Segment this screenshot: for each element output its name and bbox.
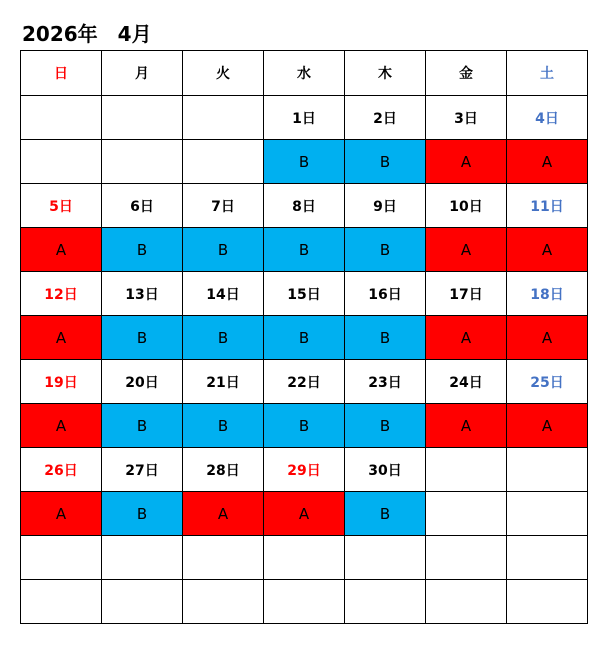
- date-cell[interactable]: [102, 96, 183, 140]
- week-4-date-row: [21, 360, 588, 404]
- shift-cell-b[interactable]: B: [345, 316, 426, 360]
- week-3-date-row: [21, 272, 588, 316]
- date-cell[interactable]: [345, 536, 426, 580]
- date-cell[interactable]: [426, 448, 507, 492]
- week-5-date-row: [21, 448, 588, 492]
- week-3-shift-row: [21, 316, 588, 360]
- shift-cell-b[interactable]: B: [102, 404, 183, 448]
- week-2-date-row: [21, 184, 588, 228]
- date-cell[interactable]: 3日: [426, 96, 507, 140]
- shift-cell-empty[interactable]: [21, 140, 102, 184]
- shift-cell-empty[interactable]: [102, 140, 183, 184]
- shift-cell-empty[interactable]: [507, 492, 588, 536]
- date-cell[interactable]: 17日: [426, 272, 507, 316]
- shift-cell-a[interactable]: A: [426, 404, 507, 448]
- date-cell[interactable]: 30日: [345, 448, 426, 492]
- shift-cell-a[interactable]: A: [21, 228, 102, 272]
- shift-cell-b[interactable]: B: [102, 316, 183, 360]
- weekday-header-fri: 金: [426, 51, 507, 96]
- week-6-shift-row: [21, 580, 588, 624]
- date-cell[interactable]: 25日: [507, 360, 588, 404]
- shift-cell-b[interactable]: B: [183, 404, 264, 448]
- date-cell[interactable]: [21, 536, 102, 580]
- week-1-shift-row: [21, 140, 588, 184]
- week-1-date-row: [21, 96, 588, 140]
- date-cell[interactable]: 6日: [102, 184, 183, 228]
- shift-cell-empty[interactable]: [426, 492, 507, 536]
- shift-cell-empty[interactable]: [507, 580, 588, 624]
- date-cell[interactable]: 12日: [21, 272, 102, 316]
- week-6-date-row: [21, 536, 588, 580]
- shift-cell-b[interactable]: B: [264, 228, 345, 272]
- shift-cell-empty[interactable]: [264, 580, 345, 624]
- shift-cell-a[interactable]: A: [426, 140, 507, 184]
- date-cell[interactable]: 4日: [507, 96, 588, 140]
- weekday-header-tue: 火: [183, 51, 264, 96]
- shift-cell-a[interactable]: A: [507, 140, 588, 184]
- date-cell[interactable]: 10日: [426, 184, 507, 228]
- weekday-header-wed: 水: [264, 51, 345, 96]
- date-cell[interactable]: 15日: [264, 272, 345, 316]
- week-5-shift-row: [21, 492, 588, 536]
- shift-cell-b[interactable]: B: [264, 404, 345, 448]
- shift-cell-empty[interactable]: [21, 580, 102, 624]
- calendar-title: 2026年 4月: [22, 22, 152, 46]
- date-cell[interactable]: 19日: [21, 360, 102, 404]
- date-cell[interactable]: 8日: [264, 184, 345, 228]
- weekday-header-sun: 日: [21, 51, 102, 96]
- shift-cell-b[interactable]: B: [345, 140, 426, 184]
- date-cell[interactable]: 14日: [183, 272, 264, 316]
- date-cell[interactable]: 29日: [264, 448, 345, 492]
- date-cell[interactable]: 27日: [102, 448, 183, 492]
- date-cell[interactable]: 1日: [264, 96, 345, 140]
- shift-cell-b[interactable]: B: [102, 228, 183, 272]
- weekday-header-thu: 木: [345, 51, 426, 96]
- weekday-header-row: [21, 51, 588, 96]
- date-cell[interactable]: 9日: [345, 184, 426, 228]
- date-cell[interactable]: 13日: [102, 272, 183, 316]
- shift-cell-a[interactable]: A: [21, 404, 102, 448]
- shift-cell-b[interactable]: B: [183, 228, 264, 272]
- date-cell[interactable]: 28日: [183, 448, 264, 492]
- shift-cell-b[interactable]: B: [345, 228, 426, 272]
- shift-cell-a[interactable]: A: [426, 316, 507, 360]
- date-cell[interactable]: 21日: [183, 360, 264, 404]
- shift-cell-a[interactable]: A: [21, 316, 102, 360]
- date-cell[interactable]: 24日: [426, 360, 507, 404]
- shift-cell-a[interactable]: A: [21, 492, 102, 536]
- shift-cell-b[interactable]: B: [183, 316, 264, 360]
- shift-cell-empty[interactable]: [426, 580, 507, 624]
- shift-cell-b[interactable]: B: [102, 492, 183, 536]
- shift-cell-a[interactable]: A: [507, 228, 588, 272]
- shift-cell-b[interactable]: B: [264, 316, 345, 360]
- date-cell[interactable]: [183, 96, 264, 140]
- weekday-header-sat: 土: [507, 51, 588, 96]
- shift-cell-empty[interactable]: [345, 580, 426, 624]
- shift-cell-empty[interactable]: [183, 580, 264, 624]
- date-cell[interactable]: 26日: [21, 448, 102, 492]
- week-2-shift-row: [21, 228, 588, 272]
- date-cell[interactable]: 23日: [345, 360, 426, 404]
- shift-cell-a[interactable]: A: [507, 404, 588, 448]
- date-cell[interactable]: [21, 96, 102, 140]
- date-cell[interactable]: 5日: [21, 184, 102, 228]
- shift-cell-empty[interactable]: [183, 140, 264, 184]
- date-cell[interactable]: [426, 536, 507, 580]
- date-cell[interactable]: [507, 536, 588, 580]
- weekday-header-mon: 月: [102, 51, 183, 96]
- shift-cell-a[interactable]: A: [507, 316, 588, 360]
- week-4-shift-row: [21, 404, 588, 448]
- shift-cell-b[interactable]: B: [345, 404, 426, 448]
- shift-cell-a[interactable]: A: [264, 492, 345, 536]
- date-cell[interactable]: 22日: [264, 360, 345, 404]
- shift-cell-b[interactable]: B: [264, 140, 345, 184]
- shift-cell-a[interactable]: A: [183, 492, 264, 536]
- date-cell[interactable]: [183, 536, 264, 580]
- date-cell[interactable]: 20日: [102, 360, 183, 404]
- date-cell[interactable]: [264, 536, 345, 580]
- date-cell[interactable]: 16日: [345, 272, 426, 316]
- shift-cell-a[interactable]: A: [426, 228, 507, 272]
- date-cell[interactable]: 11日: [507, 184, 588, 228]
- shift-cell-b[interactable]: B: [345, 492, 426, 536]
- date-cell[interactable]: [102, 536, 183, 580]
- shift-calendar: [20, 50, 588, 624]
- date-cell[interactable]: 18日: [507, 272, 588, 316]
- date-cell[interactable]: 7日: [183, 184, 264, 228]
- shift-cell-empty[interactable]: [102, 580, 183, 624]
- date-cell[interactable]: 2日: [345, 96, 426, 140]
- date-cell[interactable]: [507, 448, 588, 492]
